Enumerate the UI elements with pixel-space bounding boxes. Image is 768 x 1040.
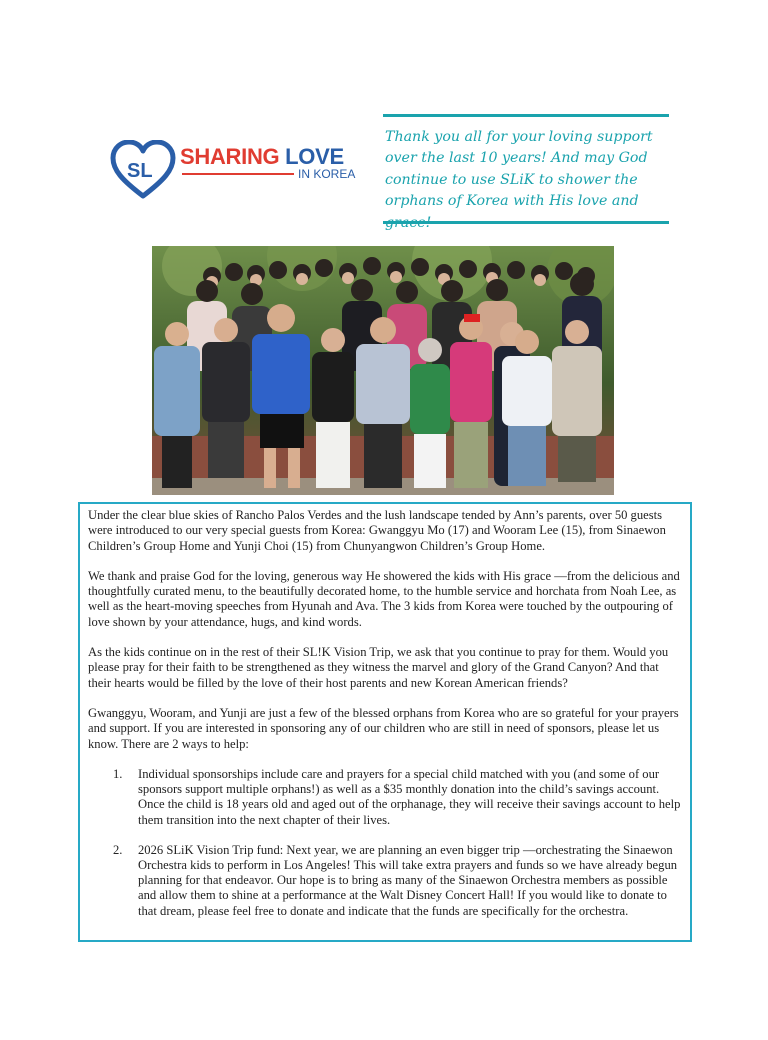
article-paragraph: As the kids continue on in the rest of their SL!K Vision Trip, we ask that you continue to pray for them. Would you please pray for their faith to be strengthened as they witness the marvel and glory of the Grand Canyon? And that their hearts would be filled by the love of their host parents and new Korean American friends? [88, 645, 669, 690]
list-item-text: 2026 SLiK Vision Trip fund: Next year, we are planning an even bigger trip —orchestrating the Sinaewon Orchestra kids to perform in Los Angeles! This will take extra prayers and funds so we have already begun planning for that endeavor. Our hope is to bring as many of the Sinaewon Orchestra members as possible and allow them to shine at a performance at the Walt Disney Concert Hall! If you would like to donate to that dream, please feel free to donate and indicate that the funds are specifically for the orchestra. [138, 842, 678, 918]
group-photo-image [152, 246, 614, 495]
list-item-number: 1. [113, 766, 123, 781]
svg-text:SL: SL [127, 160, 153, 182]
sharing-love-logo [110, 140, 355, 200]
group-photo [152, 246, 614, 495]
article-paragraph: We thank and praise God for the loving, generous way He showered the kids with His grace —from the delicious and thoughtfully curated menu, to the beautifully decorated home, to the humble service and horchata from Noah Lee, as well as the heart-moving speeches from Hyunah and Ava. The 3 kids from Korea were touched by the outpouring of love shown by your attendance, hugs, and kind words. [88, 568, 680, 629]
article-paragraph: Gwanggyu, Wooram, and Yunji are just a few of the blessed orphans from Korea who are so grateful for your prayers and support. If you are interested in sponsoring any of our children who are still in need of sponsors, please let us know. There are 2 ways to help: [88, 705, 679, 751]
article-paragraph: Under the clear blue skies of Rancho Palos Verdes and the lush landscape tended by Ann’s parents, over 50 guests were introduced to our very special guests from Korea: Gwanggyu Mo (17) and Wooram Lee (15), from Sinaewon Children’s Group Home and Yunji Choi (15) from Chunyangwon Children’s Group Home. [88, 508, 666, 553]
list-item [88, 843, 684, 919]
logo-word-sharing: SHARING [180, 144, 280, 169]
list-item [88, 767, 684, 828]
heart-logo-icon [110, 140, 176, 200]
logo-subtitle: IN KOREA [298, 167, 356, 181]
article-body [88, 508, 684, 934]
ways-to-help-list [88, 767, 684, 919]
list-item-number: 2. [113, 842, 123, 857]
list-item-text: Individual sponsorships include care and prayers for a special child matched with you (and some of our sponsors support multiple orphans!) as well as a $35 monthly donation into the child’s savings account. Once the child is 18 years old and aged out of the orphanage, they will receive their savings account to help them transition into the next chapter of their lives. [138, 766, 681, 827]
thank-you-quote-box [383, 114, 669, 231]
article-box [78, 502, 692, 942]
logo-word-love: LOVE [285, 144, 344, 169]
thank-you-quote: Thank you all for your loving support over the last 10 years! And may God continue to use SLiK to shower the orphans of Korea with His love and grace! [385, 129, 653, 231]
logo-underline [182, 173, 294, 175]
